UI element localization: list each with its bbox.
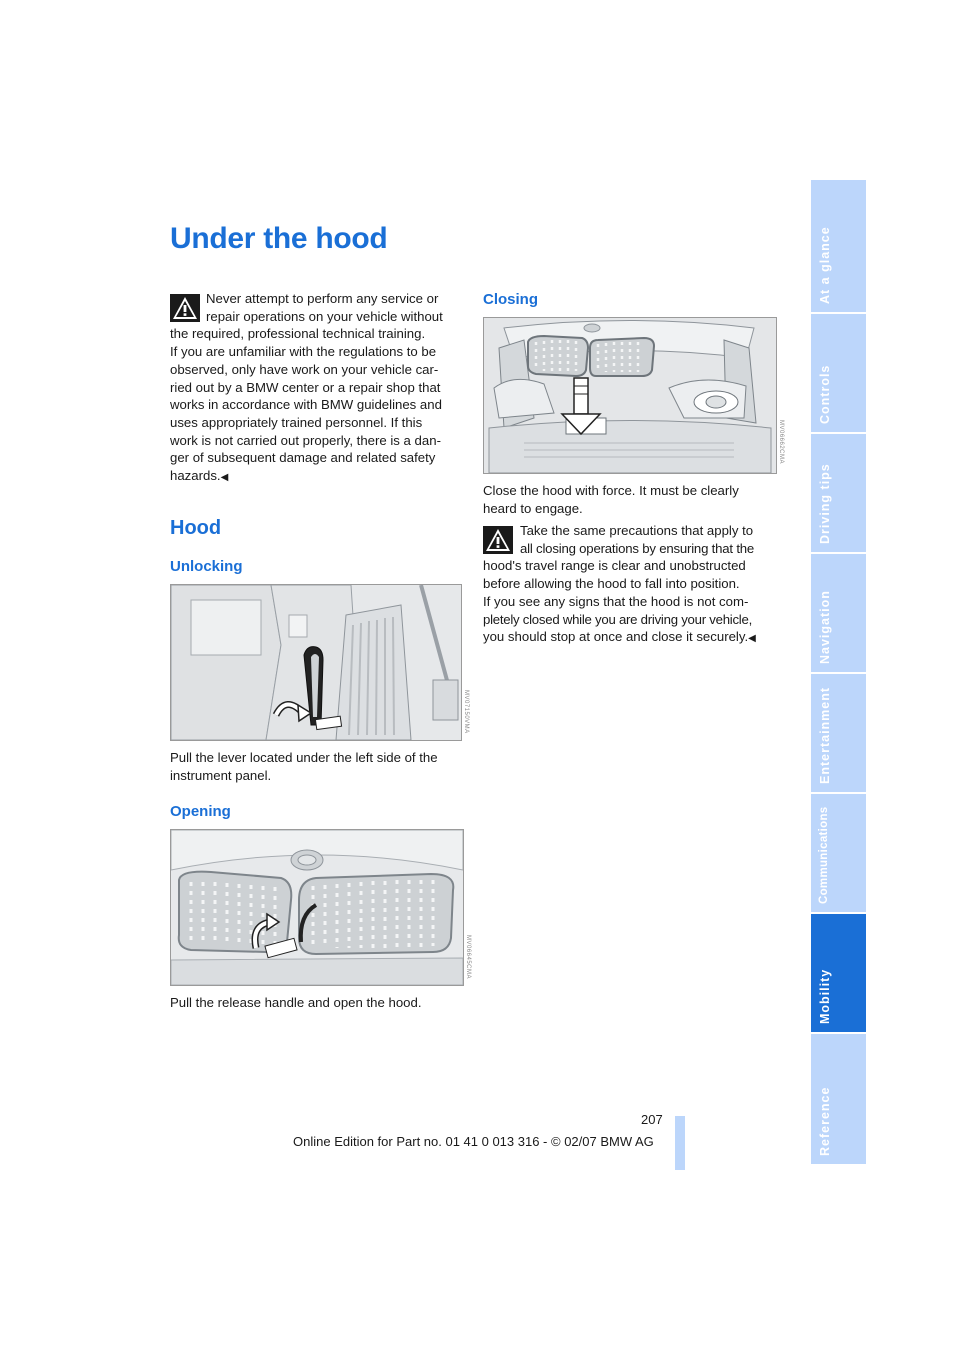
sidebar-tab-driving-tips[interactable]: Driving tips	[811, 434, 866, 552]
caption-opening: Pull the release handle and open the hood.	[170, 995, 422, 1010]
caption-unlocking: Pull the lever located under the left side of the instrument panel.	[170, 750, 438, 783]
figure-hood-release-lever	[170, 584, 462, 741]
sidebar-tab-navigation[interactable]: Navigation	[811, 554, 866, 672]
sidebar-tab-reference[interactable]: Reference	[811, 1034, 866, 1164]
section-heading-hood: Hood	[170, 517, 222, 539]
footer-edition-text: Online Edition for Part no. 01 41 0 013 316 - © 02/07 BMW AG	[293, 1134, 654, 1149]
sidebar-tab-entertainment[interactable]: Entertainment	[811, 674, 866, 792]
end-mark-icon: ◀	[748, 633, 756, 645]
subheading-opening: Opening	[170, 803, 231, 820]
sidebar-tab-communications[interactable]: Communications	[811, 794, 866, 912]
end-mark-icon: ◀	[220, 472, 229, 484]
figure-code: MV07150VMA	[463, 690, 469, 734]
chapter-sidebar	[811, 180, 866, 1166]
footer-accent-bar	[675, 1116, 685, 1170]
page-number: 207	[641, 1112, 663, 1127]
sidebar-tab-mobility[interactable]: Mobility	[811, 914, 866, 1032]
figure-hood-closing	[483, 317, 777, 474]
sidebar-tab-at-a-glance[interactable]: At a glance	[811, 180, 866, 312]
figure-code: MV06662CMA	[778, 420, 784, 465]
warning-text-right: Take the same precautions that apply to all closing operations by ensuring that the hood's travel range is clear and unobstructed before allowing the hood to fall into position. If you see any signs that the hood is not com- pletely closed while you are driving your vehicle, you should stop at once and close it securely.◀	[483, 523, 756, 645]
subheading-closing: Closing	[483, 291, 538, 308]
sidebar-tab-controls[interactable]: Controls	[811, 314, 866, 432]
warning-text-left: Never attempt to perform any service or repair operations on your vehicle without the required, professional technical training. If you are unfamiliar with the regulations to be observed, only have work on your vehicle car- ried out by a BMW center or a repair shop that works in accordance with BMW guidelines and uses appropriately trained personnel. If this work is not carried out properly, there is a dan- ger of subsequent damage and related safety hazards.◀	[170, 291, 443, 484]
caption-closing: Close the hood with force. It must be clearly heard to engage.	[483, 483, 739, 516]
figure-hood-release-handle	[170, 829, 464, 986]
subheading-unlocking: Unlocking	[170, 558, 243, 575]
page-title: Under the hood	[170, 222, 388, 255]
figure-code: MV06645CMA	[465, 935, 471, 980]
